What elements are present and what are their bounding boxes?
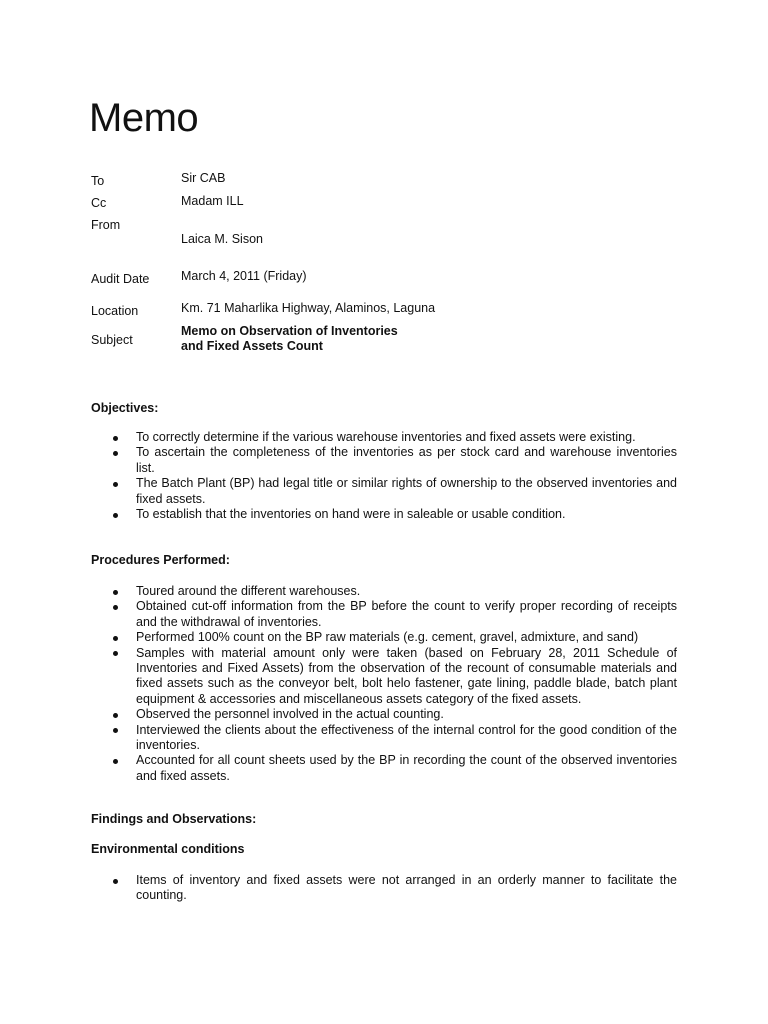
list-item: The Batch Plant (BP) had legal title or similar rights of ownership to the observed inventories and fixed assets. <box>91 476 677 507</box>
location-label: Location <box>91 304 139 318</box>
procedures-heading: Procedures Performed: <box>91 553 230 567</box>
bullet-icon <box>113 436 118 441</box>
subject-label: Subject <box>91 333 133 347</box>
from-value: Laica M. Sison <box>181 232 263 246</box>
bullet-icon <box>113 728 118 733</box>
environmental-conditions-heading: Environmental conditions <box>91 842 245 856</box>
subject-line-1: Memo on Observation of Inventories <box>181 324 398 338</box>
to-label: To <box>91 174 105 188</box>
objectives-list <box>91 430 677 522</box>
location-value: Km. 71 Maharlika Highway, Alaminos, Laguna <box>181 301 436 315</box>
bullet-icon <box>113 651 118 656</box>
bullet-icon <box>113 605 118 610</box>
bullet-icon <box>113 451 118 456</box>
memo-title: Memo <box>89 96 199 140</box>
bullet-icon <box>113 513 118 518</box>
subject-line-2: and Fixed Assets Count <box>181 339 323 353</box>
to-value: Sir CAB <box>181 171 226 185</box>
objectives-heading: Objectives: <box>91 401 159 415</box>
procedures-list <box>91 584 677 784</box>
findings-list <box>91 873 677 904</box>
bullet-icon <box>113 713 118 718</box>
list-item: Performed 100% count on the BP raw materials (e.g. cement, gravel, admixture, and sand) <box>91 630 677 645</box>
cc-label: Cc <box>91 196 107 210</box>
bullet-icon <box>113 759 118 764</box>
list-item: Items of inventory and fixed assets were not arranged in an orderly manner to facilitate the counting. <box>91 873 677 904</box>
list-item: To ascertain the completeness of the inventories as per stock card and warehouse inventories list. <box>91 445 677 476</box>
bullet-icon <box>113 636 118 641</box>
list-item: Toured around the different warehouses. <box>91 584 677 599</box>
list-item: Observed the personnel involved in the actual counting. <box>91 707 677 722</box>
bullet-icon <box>113 590 118 595</box>
list-item: Obtained cut-off information from the BP before the count to verify proper recording of receipts and the withdrawal of inventories. <box>91 599 677 630</box>
bullet-icon <box>113 879 118 884</box>
bullet-icon <box>113 482 118 487</box>
list-item: Accounted for all count sheets used by the BP in recording the count of the observed inventories and fixed assets. <box>91 753 677 784</box>
list-item: Samples with material amount only were taken (based on February 28, 2011 Schedule of Inventories and Fixed Assets) from the observation of the recount of consumable materials and fixed assets such as the conveyor belt, bolt helo fastener, gate lining, paddle blade, batch plant equipment & accessories and miscellaneous assets category of the fixed assets. <box>91 646 677 708</box>
from-label: From <box>91 218 121 232</box>
list-item: Interviewed the clients about the effectiveness of the internal control for the good condition of the inventories. <box>91 723 677 754</box>
list-item: To establish that the inventories on hand were in saleable or usable condition. <box>91 507 677 522</box>
cc-value: Madam ILL <box>181 194 244 208</box>
findings-heading: Findings and Observations: <box>91 812 257 826</box>
audit-date-label: Audit Date <box>91 272 150 286</box>
audit-date-value: March 4, 2011 (Friday) <box>181 269 307 283</box>
list-item: To correctly determine if the various warehouse inventories and fixed assets were existing. <box>91 430 677 445</box>
